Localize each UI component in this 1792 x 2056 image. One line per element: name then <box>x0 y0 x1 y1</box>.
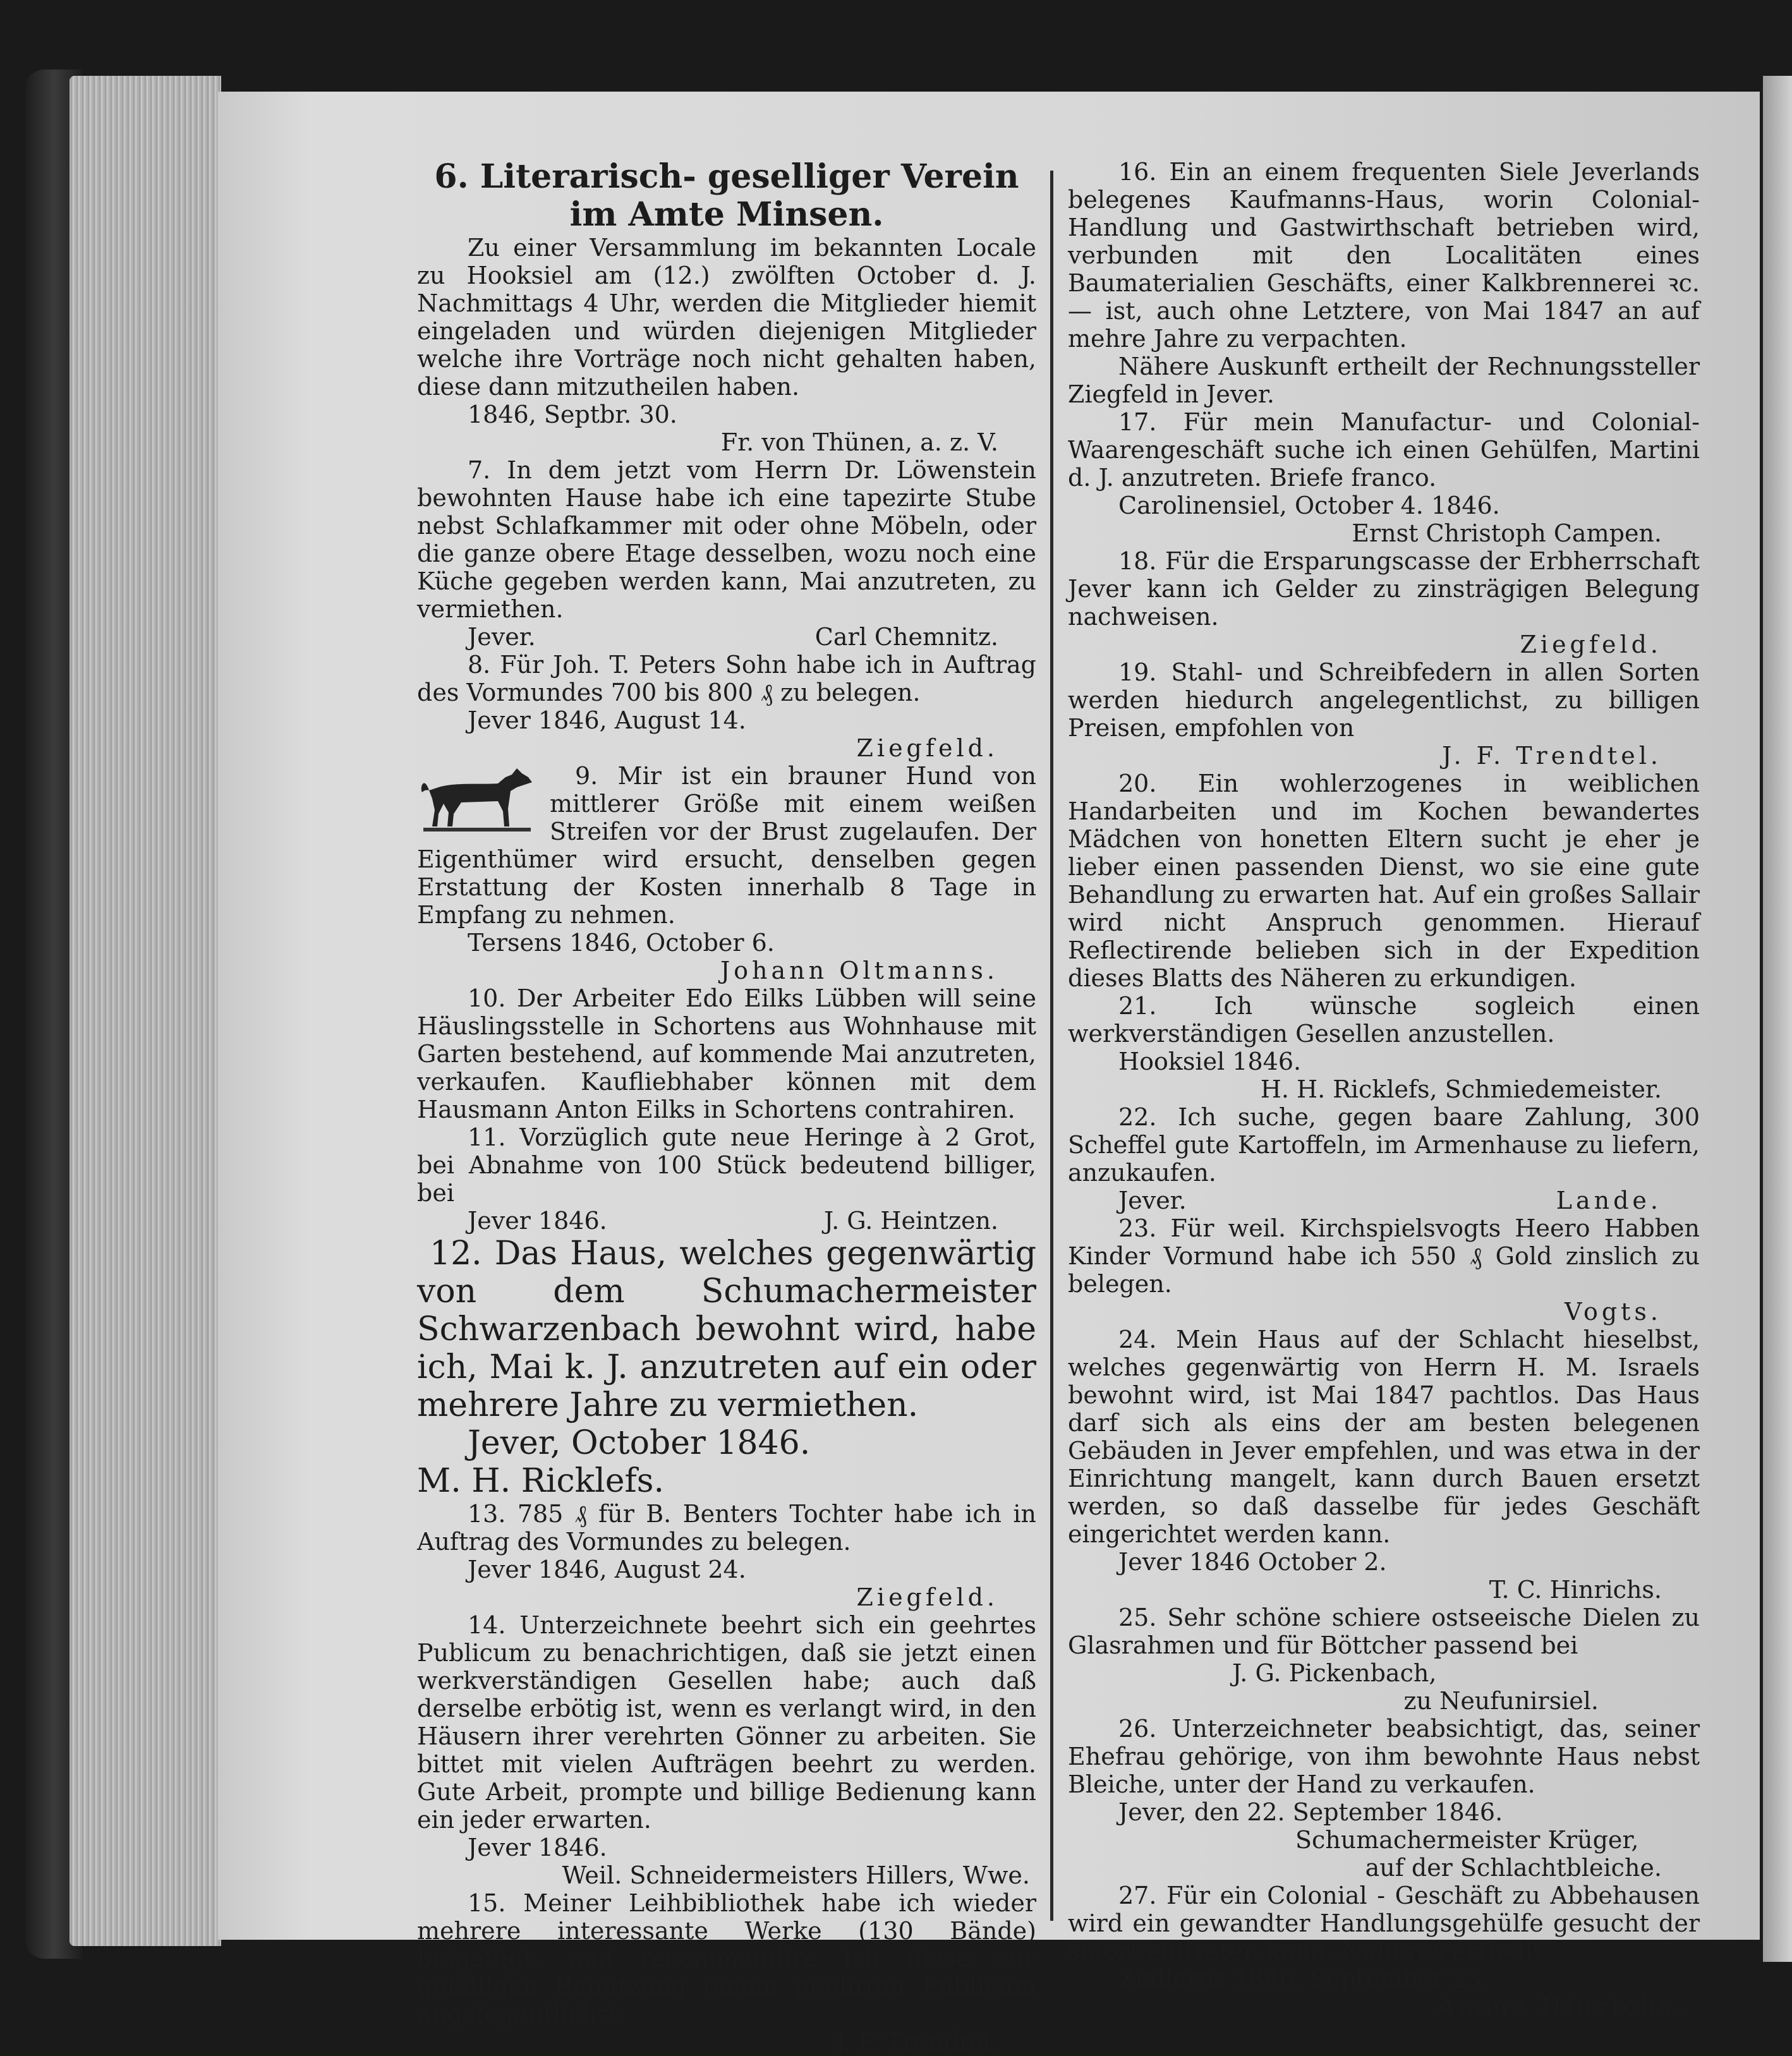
notice-12-signature: M. H. Ricklefs. <box>417 1462 664 1500</box>
notice-16-text-2: Nähere Auskunft ertheilt der Rechnungssteller Ziegfeld in Jever. <box>1068 353 1700 408</box>
notice-9-date: Tersens 1846, October 6. <box>468 929 775 957</box>
notice-25-signature: J. G. Pickenbach, <box>1232 1659 1437 1687</box>
notice-7-signature: Carl Chemnitz. <box>814 623 998 651</box>
notice-21-signature: H. H. Ricklefs, Schmiedemeister. <box>1260 1075 1662 1103</box>
notice-19-text: 19. Stahl- und Schreibfedern in allen Sorten werden hiedurch angelegentlichst, zu billigen Preisen, empfohlen von <box>1068 658 1700 742</box>
notice-17-signature: Ernst Christoph Campen. <box>1352 519 1662 547</box>
notice-20-text: 20. Ein wohlerzogenes in weiblichen Handarbeiten und im Kochen bewandertes Mädchen von honetten Eltern sucht je eher je lieber einen passenden Dienst, wo sie eine gute Behandlung zu erwarten hat. Auf ein großes Sallair wird nicht Anspruch genommen. Hierauf Reflectirende belieben sich in der Expedition dieses Blatts des Näheren zu erkundigen. <box>1068 770 1700 992</box>
notice-8-text: 8. Für Joh. T. Peters Sohn habe ich in Auftrag des Vormundes 700 bis 800 ₰ zu belegen. <box>417 651 1036 706</box>
notice-13-text: 13. 785 ₰ für B. Benters Tochter habe ich in Auftrag des Vormundes zu belegen. <box>417 1500 1036 1556</box>
notice-21-text: 21. Ich wünsche sogleich einen werkverständigen Gesellen anzustellen. <box>1068 992 1700 1048</box>
section-title-line2: im Amte Minsen. <box>569 195 884 234</box>
notice-23-signature: Vogts. <box>1564 1298 1662 1326</box>
notice-6-signature: Fr. von Thünen, a. z. V. <box>720 428 998 456</box>
notice-14-text: 14. Unterzeichnete beehrt sich ein geehrtes Publicum zu benachrichtigen, daß sie jetzt einen werkverständigen Gesellen habe; auch daß derselbe erbötig ist, wenn es verlangt wird, in den Häusern ihrer verehrten Gönner zu arbeiten. Sie bittet mit vielen Aufträgen beehrt zu werden. Gute Arbeit, prompte und billige Bedienung kann ein jeder erwarten. <box>417 1611 1036 1834</box>
notice-18-signature: Ziegfeld. <box>1520 631 1662 658</box>
section-title-line1: 6. Literarisch- geselliger Verein <box>434 157 1019 196</box>
notice-15-signature: J. F. Trendtel. <box>835 2028 998 2056</box>
notice-14-date: Jever 1846. <box>468 1834 607 1861</box>
notice-22-text: 22. Ich suche, gegen baare Zahlung, 300 Scheffel gute Kartoffeln, im Armenhause zu liefern, anzukaufen. <box>1068 1103 1700 1187</box>
notice-8-date: Jever 1846, August 14. <box>468 706 746 734</box>
notice-12-date: Jever, October 1846. <box>468 1424 811 1462</box>
notice-27-date: Ziallerns 1846. September 23. <box>1118 1965 1490 1993</box>
right-column <box>1068 158 1700 2021</box>
notice-27-signature: Amme Hinrichs. <box>1437 1993 1687 2021</box>
column-divider <box>1050 171 1053 1921</box>
notice-7-text: 7. In dem jetzt vom Herrn Dr. Löwenstein bewohnten Hause habe ich eine tapezirte Stube nebst Schlafkammer mit oder ohne Möbeln, oder die ganze obere Etage desselben, wozu noch eine Küche gegeben werden kann, Mai anzutreten, zu vermiethen. <box>417 456 1036 623</box>
notice-8-signature: Ziegfeld. <box>856 734 998 762</box>
notice-26-text: 26. Unterzeichneter beabsichtigt, das, seiner Ehefrau gehörige, von ihm bewohnte Haus nebst Bleiche, unter der Hand zu verkaufen. <box>1068 1715 1700 1798</box>
notice-22-signature: Lande. <box>1556 1187 1662 1214</box>
notice-11-place: Jever 1846. <box>468 1207 607 1235</box>
notice-26-location: auf der Schlachtbleiche. <box>1365 1854 1662 1882</box>
notice-11-signature: J. G. Heintzen. <box>823 1207 998 1235</box>
notice-13-signature: Ziegfeld. <box>856 1583 998 1611</box>
left-column <box>417 158 1036 2056</box>
notice-16-text: 16. Ein an einem frequenten Siele Jeverlands belegenes Kaufmanns-Haus, worin Colonial-Handlung und Gastwirthschaft betrieben wird, verbunden mit den Localitäten eines Baumaterialien Geschäfts, einer Kalkbrennerei ꝛc. — ist, auch ohne Letztere, von Mai 1847 an auf mehre Jahre zu verpachten. <box>1068 158 1700 353</box>
notice-9-text: 9. Mir ist ein brauner Hund von mittlerer Größe mit einem weißen Streifen vor der Brust zugelaufen. Der Eigenthümer wird ersucht, denselben gegen Erstattung der Kosten innerhalb 8 Tage in Empfang zu nehmen. <box>417 762 1036 929</box>
notice-23-text: 23. Für weil. Kirchspielsvogts Heero Habben Kinder Vormund habe ich 550 ₰ Gold zinslich zu belegen. <box>1068 1214 1700 1298</box>
notice-22-place: Jever. <box>1118 1187 1187 1214</box>
notice-17-date: Carolinensiel, October 4. 1846. <box>1118 492 1500 519</box>
notice-19-signature: J. F. Trendtel. <box>1442 742 1662 770</box>
notice-12-text: 12. Das Haus, welches gegenwärtig von dem Schumachermeister Schwarzenbach bewohnt wird, habe ich, Mai k. J. anzutreten auf ein oder mehrere Jahre zu vermiethen. <box>417 1235 1036 1424</box>
notice-24-signature: T. C. Hinrichs. <box>1489 1576 1662 1604</box>
notice-24-text: 24. Mein Haus auf der Schlacht hieselbst, welches gegenwärtig von Herrn H. M. Israels bewohnt wird, ist Mai 1847 pachtlos. Das Haus darf sich als eins der am besten belegenen Gebäuden in Jever empfehlen, und was etwa in der Einrichtung mangelt, kann durch Bauen ersetzt werden, so daß dasselbe für jedes Geschäft eingerichtet werden kann. <box>1068 1326 1700 1548</box>
notice-6-date: 1846, Septbr. 30. <box>468 401 677 428</box>
facing-page-edge <box>1763 76 1792 1962</box>
notice-9-signature: Johann Oltmanns. <box>720 957 998 984</box>
notice-18-text: 18. Für die Ersparungscasse der Erbherrschaft Jever kann ich Gelder zu zinsträgigen Belegung nachweisen. <box>1068 547 1700 631</box>
notice-25-location: zu Neufunirsiel. <box>1403 1687 1599 1715</box>
dog-woodcut-icon <box>417 763 537 839</box>
notice-10-text: 10. Der Arbeiter Edo Eilks Lübben will seine Häuslingsstelle in Schortens aus Wohnhause mit Garten bestehend, auf kommende Mai anzutreten, verkaufen. Kaufliebhaber können mit dem Hausmann Anton Eilks in Schortens contrahiren. <box>417 984 1036 1123</box>
notice-26-date: Jever, den 22. September 1846. <box>1118 1798 1503 1826</box>
notice-11-text: 11. Vorzüglich gute neue Heringe à 2 Grot, bei Abnahme von 100 Stück bedeutend billiger, bei <box>417 1123 1036 1207</box>
notice-14-signature: Weil. Schneidermeisters Hillers, Wwe. <box>562 1861 1030 1889</box>
notice-27-text: 27. Für ein Colonial - Geschäft zu Abbehausen wird ein gewandter Handlungsgehülfe gesucht der sofort eintreten kann. Näheres ertheilt <box>1068 1882 1700 1965</box>
notice-13-date: Jever 1846, August 24. <box>468 1556 746 1583</box>
notice-15-text: 15. Meiner Leihbibliothek habe ich wieder mehrere interessante Werke (130 Bände) beigefügt, und recommandire ich diese zur gefälligen Benutzung einem geehrten Publicum angelegentlichst. <box>417 1889 1036 2028</box>
notice-25-text: 25. Sehr schöne schiere ostseeische Dielen zu Glasrahmen und für Böttcher passend bei <box>1068 1604 1700 1659</box>
notice-6-text: Zu einer Versammlung im bekannten Locale zu Hooksiel am (12.) zwölften October d. J. Nachmittags 4 Uhr, werden die Mitglieder hiemit eingeladen und würden diejenigen Mitglieder welche ihre Vorträge noch nicht gehalten haben, diese dann mitzutheilen haben. <box>417 234 1036 401</box>
notice-7-place: Jever. <box>468 623 536 651</box>
notice-17-text: 17. Für mein Manufactur- und Colonial-Waarengeschäft suche ich einen Gehülfen, Martini d. J. anzutreten. Briefe franco. <box>1068 408 1700 492</box>
notice-26-signature: Schumachermeister Krüger, <box>1295 1826 1639 1854</box>
notice-24-date: Jever 1846 October 2. <box>1118 1548 1387 1576</box>
page-edges <box>70 76 221 1946</box>
notice-21-date: Hooksiel 1846. <box>1118 1048 1302 1075</box>
